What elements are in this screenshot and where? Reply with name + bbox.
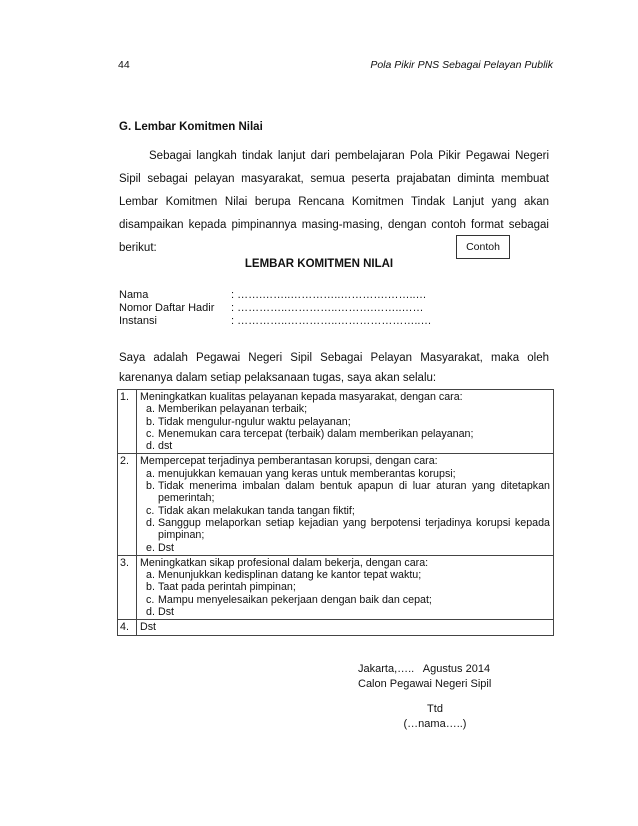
commitment-row — [118, 454, 554, 555]
commitment-text: Meningkatkan sikap profesional dalam bekerja, dengan cara: — [140, 556, 429, 569]
running-header-title: Pola Pikir PNS Sebagai Pelayan Publik — [370, 59, 553, 71]
subitem-text: Tidak menerima imbalan dalam bentuk apapun di luar aturan yang ditetapkan pemerintah; — [158, 480, 550, 505]
subitem-text: Menunjukkan kedisplinan datang ke kantor tepat waktu; — [158, 569, 422, 582]
field-label: Nama — [119, 289, 149, 301]
form-title: LEMBAR KOMITMEN NILAI — [244, 258, 394, 270]
subitem-text: Dst — [158, 606, 175, 619]
subitem-text: Sanggup melaporkan setiap kejadian yang berpotensi terjadinya korupsi kepada pimpinan; — [158, 516, 550, 542]
signature-role: Calon Pegawai Negeri Sipil — [358, 678, 492, 690]
subitem-letter: d. — [146, 440, 155, 453]
intro-paragraph-text: Sebagai langkah tindak lanjut dari pembelajaran Pola Pikir Pegawai Negeri Sipil sebagai pelayan masyarakat, semua peserta prajabatan diminta membuat Lembar Komitmen Nilai berupa Rencana Komitmen Tindak Lanjut yang akan disampaikan kepada pimpinannya masing-masing, dengan contoh format sebagai berikut: — [119, 150, 549, 254]
commitment-content — [137, 620, 554, 635]
field-row-institution — [119, 315, 431, 328]
commitment-subitem — [140, 428, 550, 440]
commitment-table — [117, 389, 554, 636]
subitem-text: Dst — [158, 541, 175, 554]
field-row-attendance-number — [119, 302, 431, 315]
subitem-text: Tidak akan melakukan tanda tangan fiktif; — [158, 504, 355, 517]
section-heading: G. Lembar Komitmen Nilai — [119, 121, 263, 133]
subitem-letter: d. — [146, 606, 155, 619]
commitment-text: Dst — [140, 621, 157, 634]
subitem-letter: c. — [146, 427, 155, 440]
subitem-letter: d. — [146, 516, 155, 529]
subitem-text: menujukkan kemauan yang keras untuk memberantas korupsi; — [158, 467, 456, 480]
commitment-row — [118, 390, 554, 454]
commitment-row — [118, 555, 554, 619]
subitem-letter: e. — [146, 541, 155, 554]
field-row-name — [119, 289, 431, 302]
field-value: : …………..…………..……….……..…… — [231, 302, 424, 314]
subitem-text: Menemukan cara tercepat (terbaik) dalam memberikan pelayanan; — [158, 427, 474, 440]
signature-place-date: Jakarta,….. Agustus 2014 — [358, 663, 491, 675]
signature-ttd: Ttd — [427, 703, 443, 715]
commitment-number: 4. — [118, 620, 137, 635]
subitem-letter: a. — [146, 403, 155, 416]
commitment-text: Mempercepat terjadinya pemberantasan korupsi, dengan cara: — [140, 455, 438, 468]
subitem-letter: b. — [146, 581, 155, 594]
subitem-letter: b. — [146, 480, 155, 493]
subitem-letter: a. — [146, 569, 155, 582]
page-number: 44 — [118, 59, 130, 71]
subitem-text: Mampu menyelesaikan pekerjaan dengan baik dan cepat; — [158, 593, 432, 606]
commitment-content — [137, 454, 554, 555]
subitem-letter: a. — [146, 467, 155, 480]
commitment-content — [137, 555, 554, 619]
commitment-row — [118, 620, 554, 635]
commitment-subitem — [140, 468, 550, 480]
field-value: : …….……..…………..………….……..… — [231, 289, 427, 301]
commitment-subitem — [140, 606, 550, 618]
commitment-subitem — [140, 542, 550, 554]
subitem-letter: c. — [146, 504, 155, 517]
commitment-subitem — [140, 505, 550, 517]
commitment-text: Meningkatkan kualitas pelayanan kepada masyarakat, dengan cara: — [140, 391, 463, 403]
field-label: Nomor Daftar Hadir — [119, 302, 215, 314]
signature-block — [358, 662, 491, 692]
subitem-letter: c. — [146, 593, 155, 606]
commitment-subitem — [140, 569, 550, 581]
field-label: Instansi — [119, 315, 157, 327]
commitment-number: 2. — [118, 454, 137, 555]
commitment-subitem — [140, 416, 550, 428]
commitment-subitem — [140, 403, 550, 415]
subitem-text: Taat pada perintah pimpinan; — [158, 581, 296, 594]
commitment-subitem — [140, 480, 550, 505]
subitem-text: dst — [158, 440, 173, 453]
example-badge: Contoh — [456, 235, 510, 259]
identity-fields — [119, 289, 431, 328]
signature-mark — [380, 702, 490, 732]
subitem-letter: b. — [146, 415, 155, 428]
field-value: : …………..…………..…………………..… — [231, 315, 432, 327]
commitment-subitem — [140, 581, 550, 593]
commitment-subitem — [140, 440, 550, 452]
commitment-subitem — [140, 594, 550, 606]
subitem-text: Memberikan pelayanan terbaik; — [158, 403, 308, 416]
commitment-statement: Saya adalah Pegawai Negeri Sipil Sebagai Pelayan Masyarakat, maka oleh karenanya dalam setiap pelaksanaan tugas, saya akan selalu: — [119, 352, 549, 384]
subitem-text: Tidak mengulur-ngulur waktu pelayanan; — [158, 415, 351, 428]
commitment-subitem — [140, 517, 550, 542]
commitment-number: 1. — [118, 390, 137, 454]
commitment-content — [137, 390, 554, 454]
commitment-number: 3. — [118, 555, 137, 619]
signature-name: (…nama…..) — [403, 718, 467, 730]
